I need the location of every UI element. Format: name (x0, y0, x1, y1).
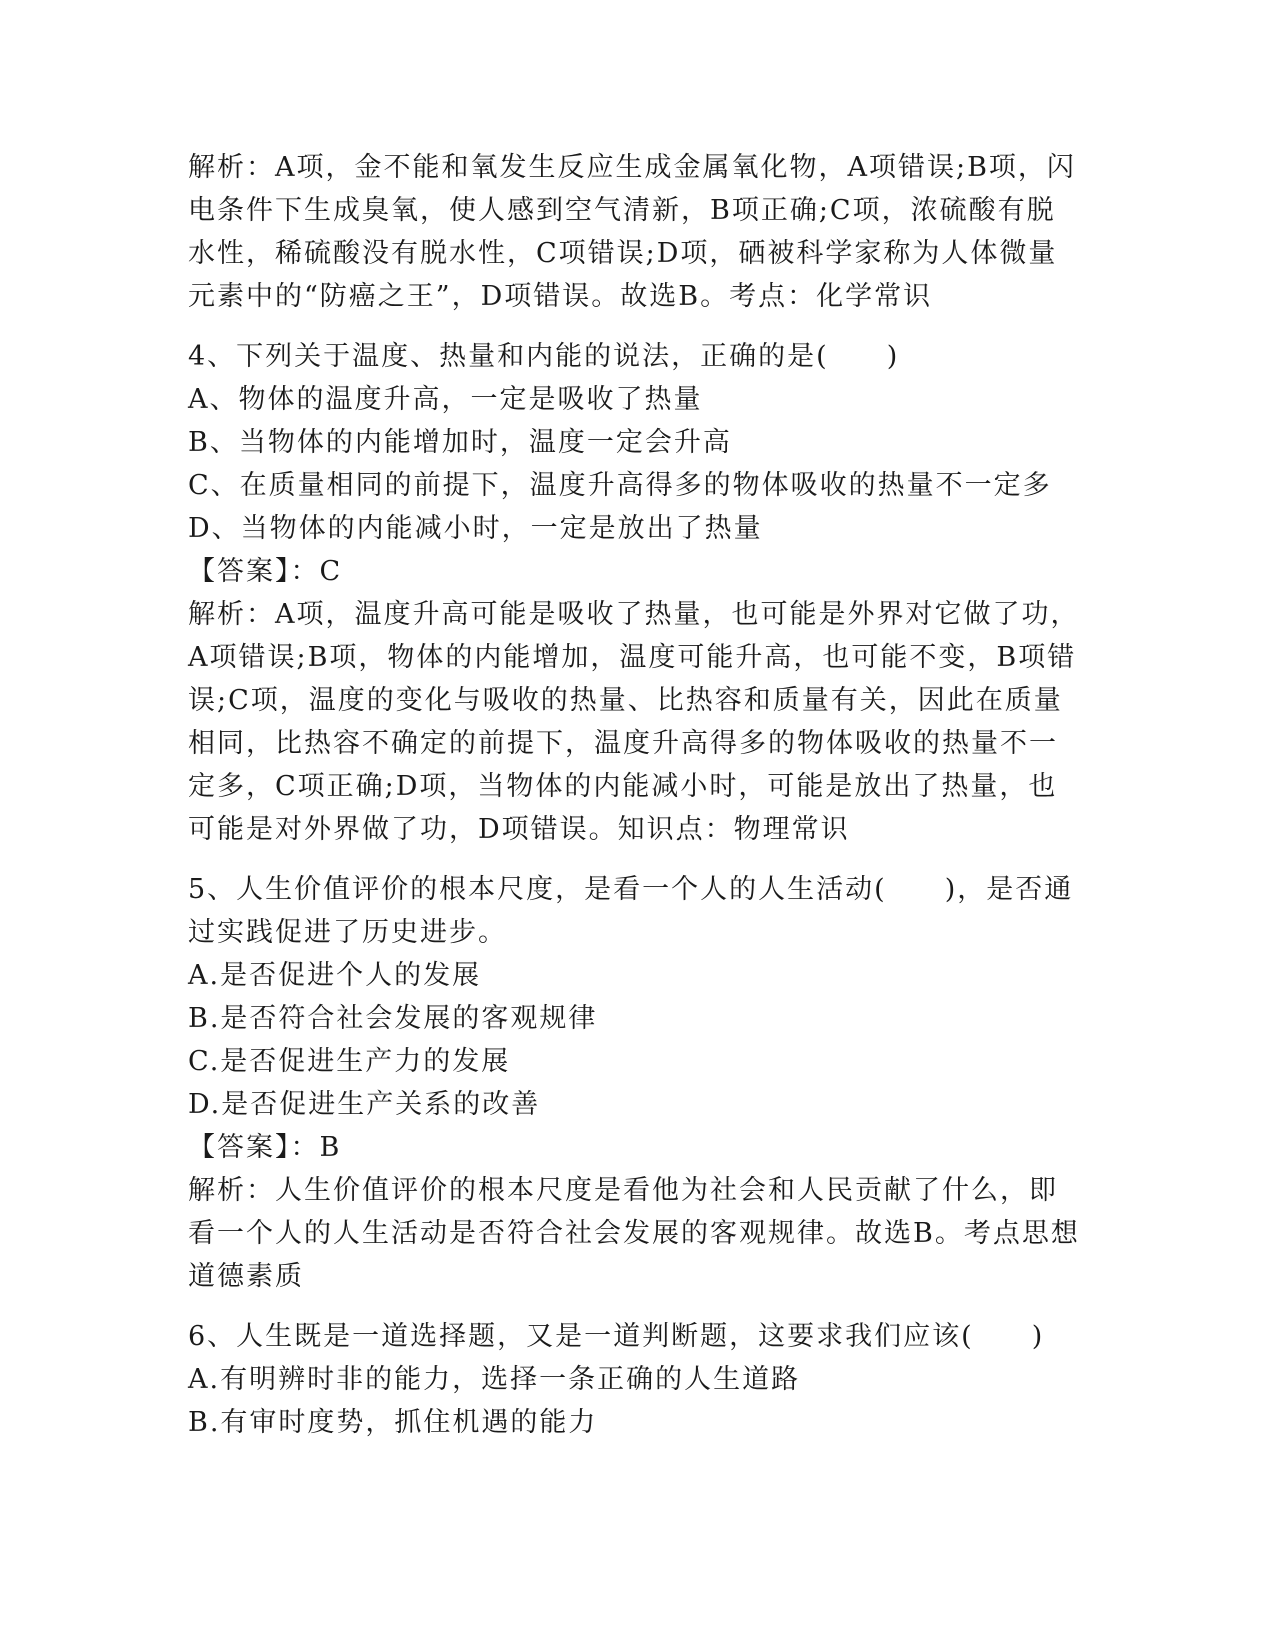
option-c: C、在质量相同的前提下，温度升高得多的物体吸收的热量不一定多 (188, 470, 1052, 501)
option-b: B.是否符合社会发展的客观规律 (188, 1003, 598, 1034)
option-d: D、当物体的内能减小时，一定是放出了热量 (188, 513, 763, 544)
answer: 【答案】：B (188, 1132, 342, 1163)
analysis-line: 解析：A项，金不能和氧发生反应生成金属氧化物，A项错误;B项，闪 (188, 152, 1076, 183)
spacer (188, 851, 1088, 868)
analysis-line: 定多，C项正确;D项，当物体的内能减小时，可能是放出了热量，也 (188, 771, 1058, 802)
analysis-line: 看一个人的人生活动是否符合社会发展的客观规律。故选B。考点思想 (188, 1218, 1080, 1249)
spacer (188, 318, 1088, 335)
option-b: B、当物体的内能增加时，温度一定会升高 (188, 427, 732, 458)
question-text: 5、人生价值评价的根本尺度，是看一个人的人生活动( )，是否通 (188, 874, 1074, 905)
analysis-line: 解析：人生价值评价的根本尺度是看他为社会和人民贡献了什么，即 (188, 1175, 1058, 1206)
option-a: A.有明辨时非的能力，选择一条正确的人生道路 (188, 1364, 801, 1395)
option-a: A、物体的温度升高，一定是吸收了热量 (188, 384, 703, 415)
answer: 【答案】：C (188, 556, 343, 587)
question-6 (188, 1315, 1088, 1444)
option-c: C.是否促进生产力的发展 (188, 1046, 511, 1077)
analysis-line: 解析：A项，温度升高可能是吸收了热量，也可能是外界对它做了功， (188, 599, 1080, 630)
question-text: 4、下列关于温度、热量和内能的说法，正确的是( ) (188, 341, 900, 372)
option-a: A.是否促进个人的发展 (188, 960, 482, 991)
option-b: B.有审时度势，抓住机遇的能力 (188, 1407, 598, 1438)
question-text: 6、人生既是一道选择题，又是一道判断题，这要求我们应该( ) (188, 1321, 1045, 1352)
analysis-line: 水性，稀硫酸没有脱水性，C项错误;D项，硒被科学家称为人体微量 (188, 238, 1058, 269)
analysis-line: A项错误;B项，物体的内能增加，温度可能升高，也可能不变，B项错 (188, 642, 1077, 673)
document-content (188, 146, 1088, 1444)
analysis-line: 相同，比热容不确定的前提下，温度升高得多的物体吸收的热量不一 (188, 728, 1058, 759)
q3-analysis (188, 146, 1088, 318)
analysis-line: 道德素质 (188, 1261, 304, 1292)
option-d: D.是否促进生产关系的改善 (188, 1089, 541, 1120)
spacer (188, 1298, 1088, 1315)
question-5 (188, 868, 1088, 1298)
analysis-line: 可能是对外界做了功，D项错误。知识点：物理常识 (188, 814, 850, 845)
question-4 (188, 335, 1088, 851)
analysis-line: 电条件下生成臭氧，使人感到空气清新，B项正确;C项，浓硫酸有脱 (188, 195, 1056, 226)
analysis-line: 误;C项，温度的变化与吸收的热量、比热容和质量有关，因此在质量 (188, 685, 1063, 716)
analysis-line: 元素中的“防癌之王”，D项错误。故选B。考点：化学常识 (188, 281, 933, 312)
question-text: 过实践促进了历史进步。 (188, 917, 507, 948)
